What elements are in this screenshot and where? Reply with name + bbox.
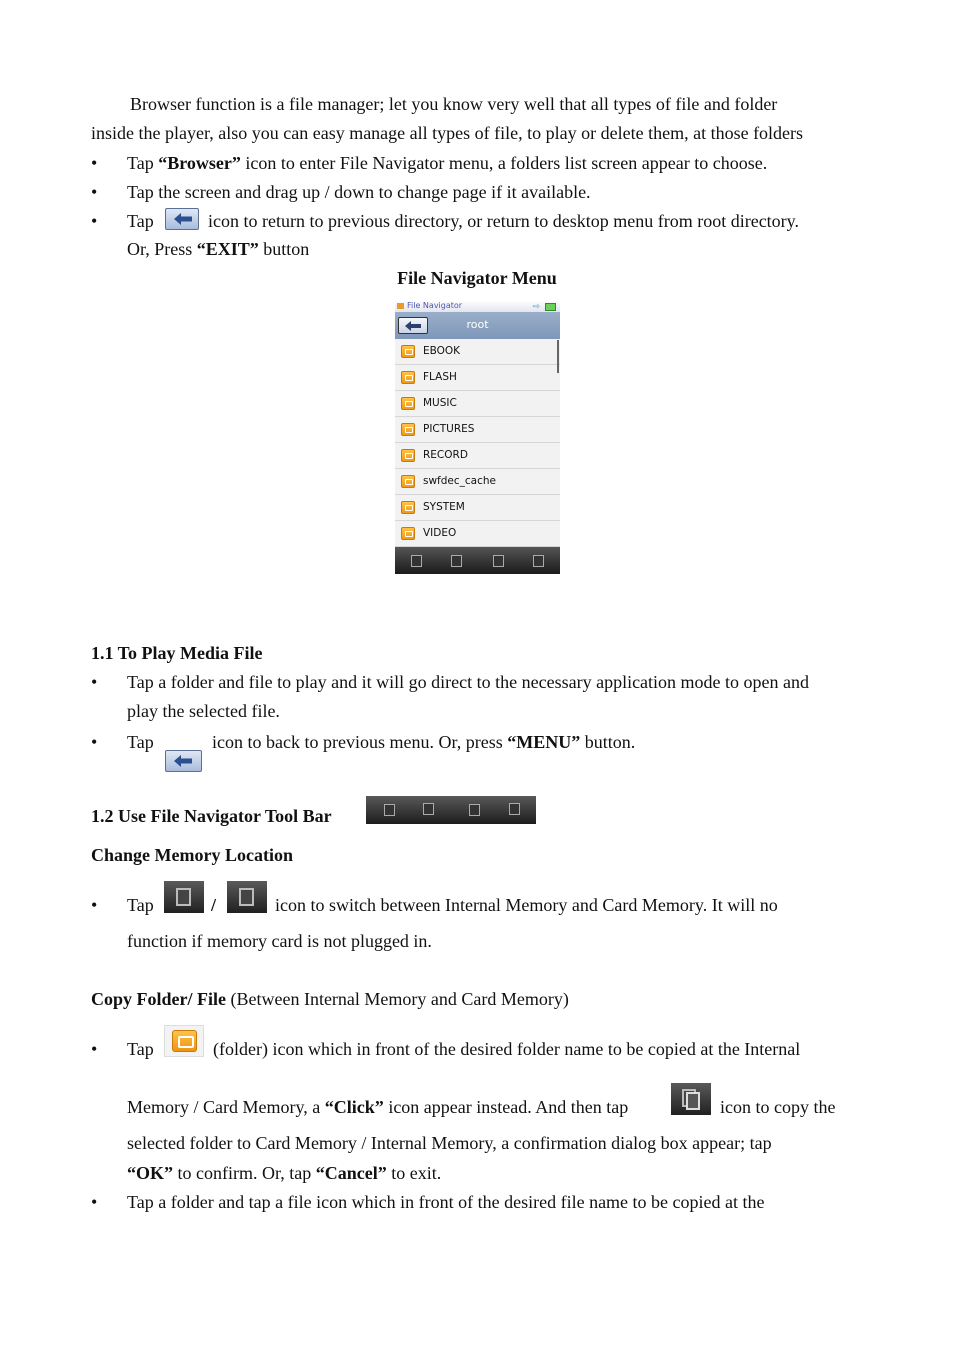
copy-line-2: Memory / Card Memory, a “Click” icon appear instead. And then tap (127, 1097, 629, 1117)
device-title: File Navigator (407, 301, 463, 310)
bullet-return-text: icon to return to previous directory, or return to desktop menu from root directory. (208, 211, 800, 231)
bullet-browser: Tap “Browser” icon to enter File Navigator menu, a folders list screen appear to choose. (127, 153, 768, 173)
toolbar-image (366, 796, 536, 824)
folder-name: EBOOK (423, 345, 461, 357)
app-icon (397, 303, 404, 309)
folder-icon[interactable] (401, 423, 415, 436)
folder-icon[interactable] (401, 345, 415, 358)
bullet-tap-label: Tap (127, 211, 154, 231)
sd-card-icon (164, 881, 204, 913)
play-line-1: Tap a folder and file to play and it will go direct to the necessary application mode to open and (127, 672, 810, 692)
slash: / (211, 895, 217, 915)
sd-card-icon[interactable] (411, 555, 422, 567)
device-nav-bar (395, 312, 560, 339)
folder-icon[interactable] (401, 475, 415, 488)
bullet-drag: Tap the screen and drag up / down to change page if it available. (127, 182, 591, 202)
file-navigator-screenshot (395, 300, 560, 574)
usb-icon: ⇨ (532, 302, 540, 312)
back-arrow-icon (165, 208, 199, 230)
folder-name: FLASH (423, 371, 457, 383)
copy-icon (423, 803, 434, 815)
copy-file-line: Tap a folder and tap a file icon which in front of the desired file name to be copied at the (127, 1192, 765, 1212)
folder-name: swfdec_cache (423, 475, 496, 487)
folder-icon[interactable] (401, 397, 415, 410)
copy-line-1: (folder) icon which in front of the desired folder name to be copied at the Internal (213, 1039, 801, 1059)
folder-row[interactable] (395, 339, 560, 365)
trash-icon (469, 804, 480, 816)
section-1-1-heading: 1.1 To Play Media File (91, 643, 263, 663)
back-arrow-icon (165, 750, 202, 772)
copy-line-4: “OK” to confirm. Or, tap “Cancel” to exit. (127, 1163, 442, 1183)
intro-line-1: Browser function is a file manager; let you know very well that all types of file and folder (130, 94, 778, 114)
switch-memory-line-2: function if memory card is not plugged in. (127, 931, 432, 951)
copy-heading: Copy Folder/ File (Between Internal Memory and Card Memory) (91, 989, 569, 1009)
bullet-exit-line: Or, Press “EXIT” button (127, 239, 310, 259)
device-title-bar (395, 300, 560, 312)
change-memory-heading: Change Memory Location (91, 845, 293, 865)
folder-icon[interactable] (401, 501, 415, 514)
bullet-dot: • (91, 1039, 98, 1059)
folder-name: RECORD (423, 449, 468, 461)
internal-memory-icon (227, 881, 267, 913)
folder-row[interactable] (395, 443, 560, 469)
bullet-dot: • (91, 895, 98, 915)
folder-icon (164, 1025, 204, 1057)
folder-name: SYSTEM (423, 501, 465, 513)
checkbox-icon (509, 803, 520, 815)
tap-label: Tap (127, 732, 154, 752)
bullet-dot: • (91, 672, 98, 692)
current-path: root (466, 318, 489, 331)
copy-icon[interactable] (451, 555, 462, 567)
folder-row[interactable] (395, 391, 560, 417)
folder-row[interactable] (395, 495, 560, 521)
scrollbar[interactable] (557, 340, 559, 373)
copy-icon (671, 1083, 711, 1115)
battery-icon (545, 303, 556, 311)
tap-label: Tap (127, 1039, 154, 1059)
folder-icon[interactable] (401, 371, 415, 384)
folder-row[interactable] (395, 417, 560, 443)
section-1-2-heading: 1.2 Use File Navigator Tool Bar (91, 806, 332, 826)
folder-name: PICTURES (423, 423, 475, 435)
folder-row[interactable] (395, 469, 560, 495)
device-toolbar (395, 547, 560, 574)
figure-caption: File Navigator Menu (397, 268, 557, 288)
tap-label: Tap (127, 895, 154, 915)
intro-line-2: inside the player, also you can easy manage all types of file, to play or delete them, at those folders (91, 123, 804, 143)
sd-card-icon (384, 804, 395, 816)
bullet-dot: • (91, 211, 98, 231)
folder-row[interactable] (395, 365, 560, 391)
folder-name: VIDEO (423, 527, 457, 539)
checkbox-icon[interactable] (533, 555, 544, 567)
bullet-dot: • (91, 732, 98, 752)
folder-row[interactable] (395, 521, 560, 547)
switch-memory-text: icon to switch between Internal Memory and Card Memory. It will no (275, 895, 778, 915)
back-menu-text: icon to back to previous menu. Or, press “MENU” button. (212, 732, 636, 752)
folder-name: MUSIC (423, 397, 457, 409)
folder-icon[interactable] (401, 449, 415, 462)
copy-line-2-end: icon to copy the (720, 1097, 836, 1117)
play-line-2: play the selected file. (127, 701, 280, 721)
trash-icon[interactable] (493, 555, 504, 567)
folder-icon[interactable] (401, 527, 415, 540)
folder-list (395, 339, 560, 547)
bullet-dot: • (91, 1192, 98, 1212)
bullet-dot: • (91, 153, 98, 173)
copy-line-3: selected folder to Card Memory / Internal Memory, a confirmation dialog box appear; tap (127, 1133, 772, 1153)
bullet-dot: • (91, 182, 98, 202)
